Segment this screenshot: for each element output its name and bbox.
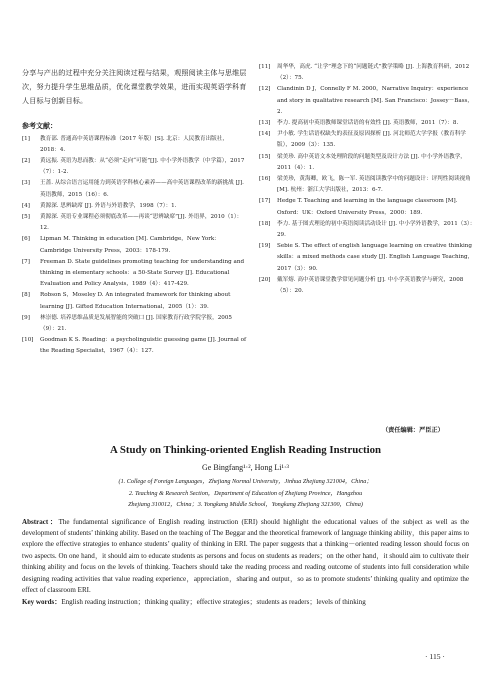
reference-item xyxy=(259,196,477,218)
reference-number: [20] xyxy=(259,276,271,283)
reference-number: [15] xyxy=(259,153,271,160)
reference-item xyxy=(22,290,247,312)
reference-number: [4] xyxy=(22,202,30,209)
affiliation-line-3: Zhejiang 310012，China；3. Yongkang Middle School，Yongkang Zhejiang 321300，China) xyxy=(128,501,363,508)
reference-text: 林崇德. 培养思维品质是发展智能的突破口 [J]. 国家教育行政学院学报，2005（9）：21. xyxy=(40,314,232,333)
reference-text: 戴军熔. 高中英语课堂教学常见问题分析 [J]. 中小学英语教学与研究，2008（5）：20. xyxy=(277,276,464,295)
reference-number: [11] xyxy=(259,64,271,70)
reference-item xyxy=(22,234,247,256)
abstract-label: Abstract： xyxy=(22,517,59,526)
reference-item xyxy=(259,275,477,297)
reference-item xyxy=(259,129,477,151)
page-number: · 115 · xyxy=(425,652,445,661)
reference-number: [1] xyxy=(22,135,30,142)
reference-text: 教育部. 普通高中英语课程标准（2017 年版）[S]. 北京：人民教育出版社，2018：4. xyxy=(40,135,228,153)
reference-text: Goodman K S. Reading：a psycholinguistic guessing game [J]. Journal of the Reading Specialist，1967（4）：127. xyxy=(40,337,247,355)
conclusion-paragraph: 分享与产出的过程中充分关注阅读过程与结果，观照阅读主体与思维层次，努力提升学生思维品质，优化课堂教学效果，进而实现英语学科育人目标与创新目标。 xyxy=(22,68,247,106)
references-list-right xyxy=(259,62,477,297)
reference-item xyxy=(259,62,477,84)
reference-text: Lipman M. Thinking in education [M]. Cambridge，New York：Cambridge University Press，2003：178-179. xyxy=(40,236,220,254)
reference-number: [5] xyxy=(22,214,30,221)
english-authors: Ge Bingfang¹·², Hong Li¹·³ xyxy=(202,463,289,472)
reference-text: 李力. 基于图式理论的初中英语阅读活动设计 [J]. 中小学外语教学，2011（3）：29. xyxy=(277,220,476,239)
reference-text: Freeman D. State guidelines promoting teaching for understanding and thinking in elementary schools：a 50-State Survey [J]. Educational Evaluation and Policy Analysis，1989（4）：417-429. xyxy=(40,258,245,288)
reference-number: [9] xyxy=(22,314,30,321)
reference-number: [8] xyxy=(22,292,30,299)
reference-text: 黄源深. 思辨缺席 [J]. 外语与外语教学，1998（7）：1. xyxy=(40,202,177,209)
reference-item xyxy=(259,219,477,241)
reference-item xyxy=(22,257,247,291)
affiliation-line-1: (1. College of Foreign Languages，Zhejiang Normal University，Jinhua Zhejiang 321004，China； xyxy=(118,478,373,485)
references-list-left xyxy=(22,134,247,358)
reference-number: [6] xyxy=(22,236,30,243)
reference-number: [19] xyxy=(259,243,271,250)
reference-number: [10] xyxy=(22,337,34,344)
keywords-text: English reading instruction；thinking quality；effective strategies；students as readers；levels of thinking xyxy=(61,598,366,607)
reference-text: 周华华，高虎. “让学”理念下的“问题链式”教学策略 [J]. 上海教育科研，2012（2）：75. xyxy=(277,64,470,82)
reference-text: Hedge T. Teaching and learning in the language classroom [M]. Oxford：UK：Oxford University Press，2000：189. xyxy=(277,198,458,216)
reference-text: 王蔷. 从综合语言运用能力到英语学科核心素养——高中英语课程改革的新挑战 [J]. 英语教师，2015（16）：6. xyxy=(40,180,244,198)
reference-text: 黄源深. 英语专业课程必须彻底改革——再谈“思辨缺席”[J]. 外语界，2010（1）：12. xyxy=(40,214,243,232)
reference-text: 梁美珍. 高中英语文本处理阶段的问题类型及设计方法 [J]. 中小学外语教学，2011（4）：1. xyxy=(277,153,466,171)
reference-text: 梁美珍，黄海卿，欧飞，陈一军. 英语阅读教学中的问题设计：评判性阅读视角 [M]. 杭州：浙江大学出版社，2013：6-7. xyxy=(277,176,471,194)
reference-item xyxy=(22,313,247,335)
reference-item xyxy=(259,174,477,196)
reference-number: [2] xyxy=(22,158,30,165)
reference-text: Clandinin D J，Connelly F M. 2000，Narrative Inquiry：experience and story in qualitative research [M]. San Francisco：Jossey－Bass，2. xyxy=(277,86,473,115)
reference-text: 尹小敏. 学生话语权缺失的表征及原因探析 [J]. 河北师范大学学报（教育科学版），2009（3）：135. xyxy=(277,131,466,149)
abstract-text: The fundamental significance of English reading instruction (ERI) should highlight the educational values of the subject as well as the development of students’ thinking ability. Based on the teaching of The Beggar and the theoretical framework of language thinking ability，this paper aims to explore the effective strategies to enhance students’ quality of thinking in ERI. The paper suggests that a thinking－oriented reading lesson should focus on two aspects. On one hand，it should aim to educate students as persons and focus on students as readers；on the other hand，it should aim to cultivate their thinking ability and focus on the levels of thinking. Teachers should take the reading process and reading outcome of students into full consideration while designing reading activities that value reading experience，appreciation，sharing and output，so as to promote students’ thinking quality and optimize the effect of classroom ERI. xyxy=(22,517,469,594)
reference-item xyxy=(22,156,247,178)
reference-number: [18] xyxy=(259,220,271,227)
reference-number: [3] xyxy=(22,180,30,187)
reference-number: [16] xyxy=(259,176,271,183)
english-keywords xyxy=(22,597,469,608)
reference-item xyxy=(259,84,477,118)
right-column xyxy=(259,62,477,297)
reference-item xyxy=(259,118,477,129)
reference-text: Robson S，Moseley D. An integrated framework for thinking about learning [J]. Gifted Education International，2005（1）：39. xyxy=(40,292,231,310)
reference-number: [13] xyxy=(259,120,271,127)
reference-item xyxy=(259,152,477,174)
reference-item xyxy=(22,335,247,357)
reference-item xyxy=(259,241,477,275)
reference-number: [12] xyxy=(259,86,271,93)
english-title: A Study on Thinking-oriented English Reading Instruction xyxy=(109,444,381,456)
keywords-label: Key words： xyxy=(22,598,62,607)
reference-item xyxy=(22,212,247,234)
reference-text: Sebie S. The effect of english language learning on creative thinking skills：a mixed methods case study [J]. English Language Teaching，2017（3）：90. xyxy=(277,243,474,272)
reference-item xyxy=(22,134,247,156)
reference-text: 李力. 提高初中英语教师课堂话语的有效性 [J]. 英语教师，2011（7）：8. xyxy=(277,120,459,127)
english-abstract-block xyxy=(22,444,469,609)
affiliation-line-2: 2. Teaching & Research Section，Department of Education of Zhejiang Province，Hangzhou xyxy=(128,489,363,497)
reference-text: 黄远振. 英语为思而教：从“必须”走向“可能”[J]. 中小学外语教学（中学篇），2017（7）：1-2. xyxy=(40,158,245,176)
left-column xyxy=(22,66,247,358)
reference-number: [14] xyxy=(259,131,271,138)
references-heading: 参考文献： xyxy=(22,120,57,130)
reference-number: [7] xyxy=(22,258,30,265)
reference-number: [17] xyxy=(259,198,271,205)
editor-note: （责任编辑：严臣正） xyxy=(382,427,444,434)
reference-item xyxy=(22,201,247,212)
english-abstract xyxy=(22,517,469,597)
reference-item xyxy=(22,178,247,200)
